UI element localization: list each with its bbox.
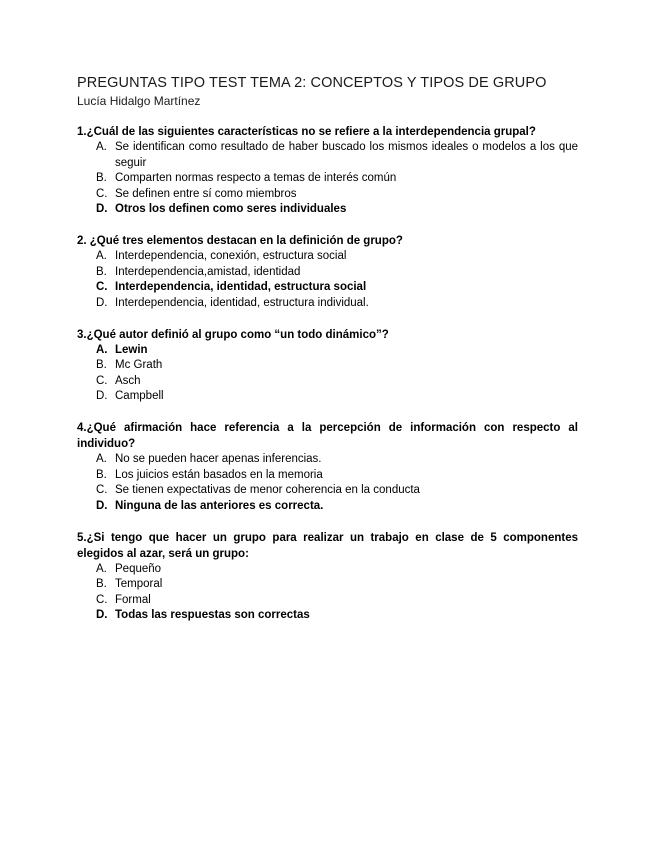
- option-text: Interdependencia, conexión, estructura social: [115, 250, 347, 262]
- question-5: [77, 530, 578, 624]
- option-letter: C.: [96, 187, 108, 200]
- option-letter: B.: [96, 359, 107, 371]
- option-list: [77, 452, 578, 514]
- option-b: [77, 265, 578, 281]
- option-d: [77, 389, 578, 405]
- option-c: [77, 187, 578, 203]
- option-list: [77, 140, 578, 218]
- option-a: [77, 140, 578, 171]
- option-c: [77, 593, 578, 609]
- question-text: 4.¿Qué afirmación hace referencia a la percepción de información con respecto al individuo?: [77, 422, 578, 450]
- option-c-correct: [77, 280, 578, 296]
- option-a: [77, 562, 578, 578]
- option-text: Ninguna de las anteriores es correcta.: [115, 499, 324, 512]
- option-letter: B.: [96, 468, 107, 481]
- option-text: Asch: [115, 374, 141, 387]
- option-b: [77, 358, 578, 374]
- option-b: [77, 171, 578, 187]
- option-text: Campbell: [115, 390, 164, 402]
- option-letter: A.: [96, 250, 107, 262]
- question-text: 3.¿Qué autor definió al grupo como “un todo dinámico”?: [77, 328, 389, 341]
- option-text: Comparten normas respecto a temas de interés común: [115, 172, 397, 184]
- option-letter: D.: [96, 296, 108, 309]
- option-text: Todas las respuestas son correctas: [115, 609, 310, 621]
- option-b: [77, 468, 578, 484]
- option-text: Formal: [115, 593, 151, 606]
- option-letter: C.: [96, 593, 108, 606]
- question-2: [77, 233, 578, 311]
- option-letter: C.: [96, 374, 108, 387]
- option-text: Los juicios están basados en la memoria: [115, 468, 323, 481]
- option-text: Interdependencia, identidad, estructura individual.: [115, 296, 369, 309]
- option-list: [77, 562, 578, 624]
- option-a-correct: [77, 343, 578, 359]
- option-d: [77, 296, 578, 312]
- option-letter: B.: [96, 578, 107, 590]
- question-text: 5.¿Si tengo que hacer un grupo para realizar un trabajo en clase de 5 componentes elegidos al azar, será un grupo:: [77, 531, 578, 560]
- document-title: PREGUNTAS TIPO TEST TEMA 2: CONCEPTOS Y TIPOS DE GRUPO: [77, 75, 547, 91]
- question-list: [77, 124, 578, 639]
- option-letter: D.: [96, 499, 108, 512]
- option-text: Interdependencia,amistad, identidad: [115, 265, 301, 278]
- option-text: Se tienen expectativas de menor coherencia en la conducta: [115, 484, 420, 496]
- option-text: Lewin: [115, 343, 148, 356]
- option-letter: D.: [96, 203, 108, 215]
- option-b: [77, 577, 578, 593]
- option-a: [77, 249, 578, 265]
- question-4: [77, 420, 578, 514]
- option-text: Se definen entre sí como miembros: [115, 187, 297, 200]
- option-letter: A.: [96, 141, 107, 153]
- option-text: Mc Grath: [115, 359, 163, 371]
- option-letter: B.: [96, 265, 107, 278]
- option-letter: D.: [96, 609, 108, 621]
- option-letter: A.: [96, 453, 107, 465]
- option-text: No se pueden hacer apenas inferencias.: [115, 453, 322, 465]
- option-list: [77, 249, 578, 311]
- option-text: Se identifican como resultado de haber buscado los mismos ideales o modelos a los que seguir: [115, 141, 578, 169]
- option-text: Pequeño: [115, 562, 162, 575]
- option-text: Temporal: [115, 578, 163, 590]
- option-letter: D.: [96, 390, 108, 402]
- option-a: [77, 452, 578, 468]
- author-name: Lucía Hidalgo Martínez: [77, 94, 201, 108]
- option-text: Interdependencia, identidad, estructura social: [115, 281, 367, 293]
- option-letter: B.: [96, 172, 107, 184]
- question-text: 1.¿Cuál de las siguientes características no se refiere a la interdependencia grupal?: [77, 126, 536, 138]
- option-d-correct: [77, 202, 578, 218]
- option-letter: A.: [96, 343, 108, 356]
- option-d-correct: [77, 499, 578, 515]
- option-text: Otros los definen como seres individuales: [115, 203, 347, 215]
- option-d-correct: [77, 608, 578, 624]
- option-c: [77, 374, 578, 390]
- question-3: [77, 327, 578, 405]
- option-letter: C.: [96, 484, 108, 496]
- option-list: [77, 343, 578, 405]
- option-letter: A.: [96, 562, 107, 575]
- question-text: 2. ¿Qué tres elementos destacan en la definición de grupo?: [77, 235, 403, 247]
- option-letter: C.: [96, 281, 108, 293]
- option-c: [77, 483, 578, 499]
- question-1: [77, 124, 578, 218]
